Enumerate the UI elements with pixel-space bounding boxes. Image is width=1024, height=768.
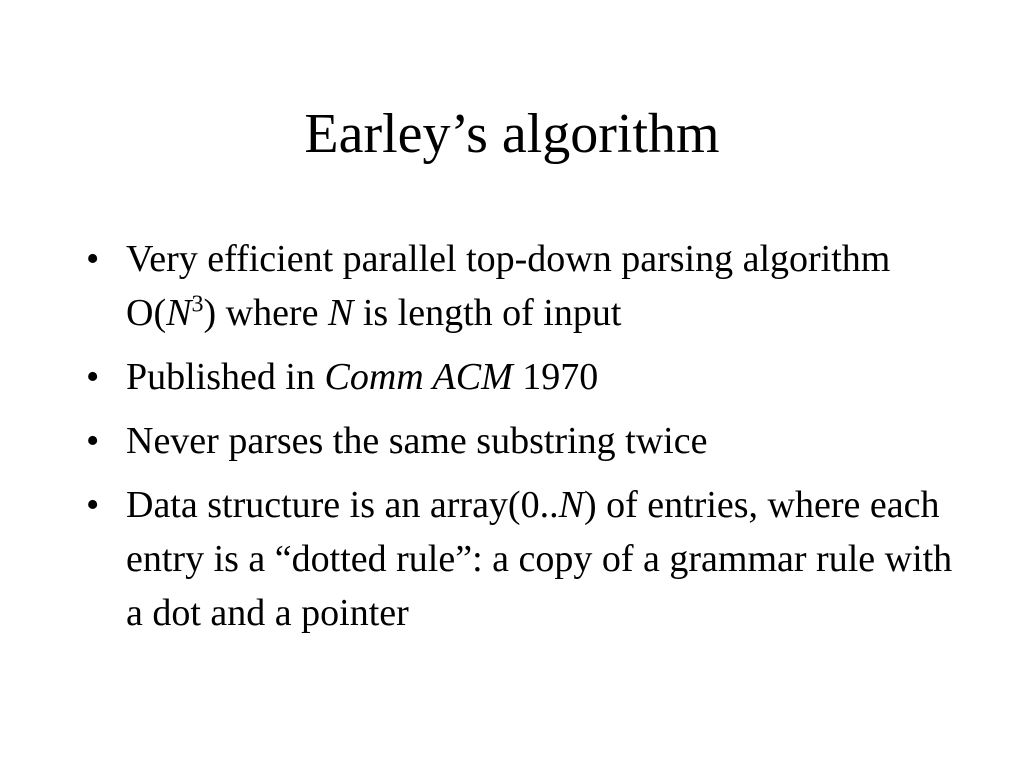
bullet-item: [86, 478, 966, 640]
text-segment: ) where: [203, 292, 328, 334]
bullet-text: Never parses the same substring twice: [126, 420, 708, 462]
variable-n: N: [327, 292, 354, 334]
bullet-item: [86, 350, 966, 404]
bullet-icon: •: [86, 356, 100, 398]
exponent: 3: [191, 291, 204, 318]
text-segment: Data structure is an array(0..: [126, 484, 559, 526]
text-segment: 1970: [512, 356, 599, 398]
text-segment: ) of entries, where each entry is a “dotted rule”: a copy of a grammar rule with a dot and a pointer: [126, 484, 953, 634]
variable-n: N: [558, 484, 584, 526]
bullet-item: [86, 232, 966, 340]
journal-name: Comm ACM: [324, 356, 513, 398]
slide-title: Earley’s algorithm: [304, 103, 720, 165]
bullet-icon: •: [86, 420, 100, 462]
text-segment: is length of input: [353, 292, 622, 334]
variable-n: N: [166, 292, 192, 334]
text-segment: Published in: [126, 356, 325, 398]
text-segment: Very efficient parallel top-down parsing algorithm O(: [126, 238, 891, 334]
bullet-text: [126, 356, 598, 398]
bullet-list: [86, 232, 966, 650]
bullet-text: [126, 238, 890, 334]
bullet-icon: •: [86, 238, 100, 280]
bullet-item: [86, 414, 966, 468]
bullet-icon: •: [86, 484, 100, 526]
bullet-text: [126, 484, 952, 634]
